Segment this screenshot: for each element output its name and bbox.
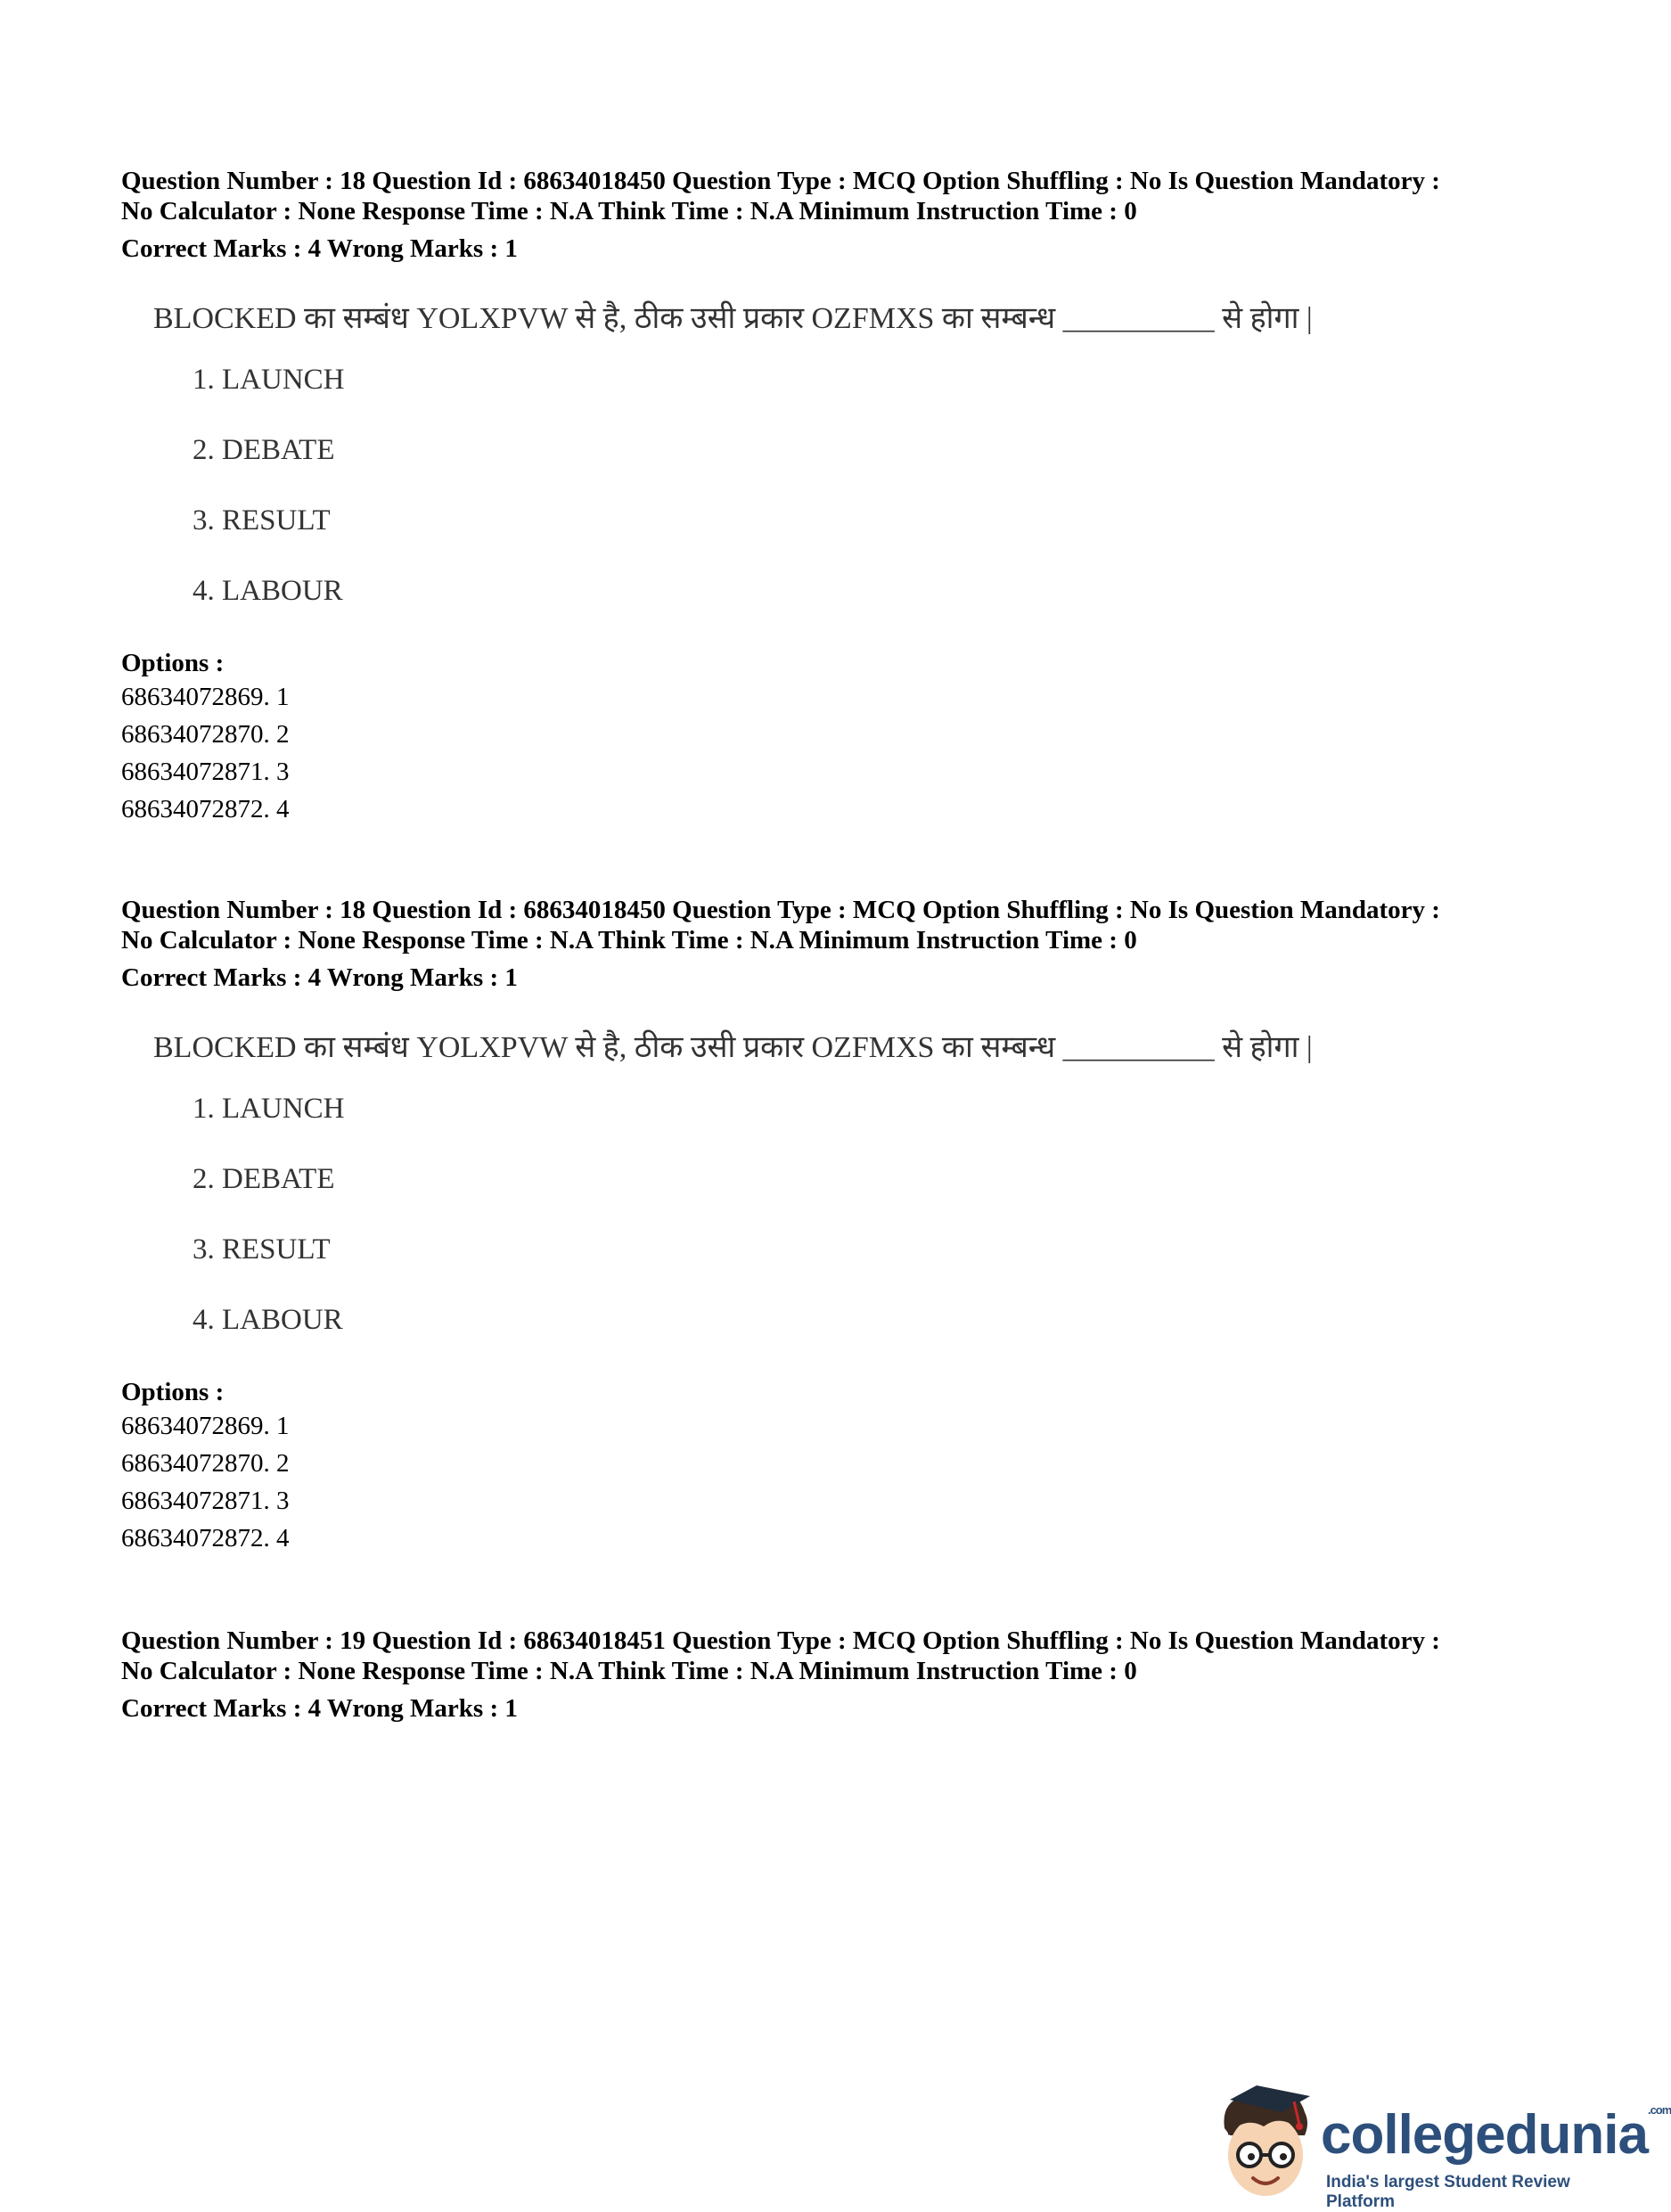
question-marks: Correct Marks : 4 Wrong Marks : 1 bbox=[121, 1694, 518, 1723]
option-row: 68634072872. 4 bbox=[121, 795, 290, 823]
choice-item: 3. RESULT bbox=[192, 504, 331, 537]
question-marks: Correct Marks : 4 Wrong Marks : 1 bbox=[121, 234, 518, 263]
question-text: BLOCKED का सम्बंध YOLXPVW से है, ठीक उसी प्रकार OZFMXS का सम्बन्ध __________ से होगा | bbox=[153, 302, 1313, 335]
choice-item: 2. DEBATE bbox=[192, 1163, 335, 1195]
choice-item: 3. RESULT bbox=[192, 1233, 331, 1266]
question-choices bbox=[192, 1091, 1547, 1338]
choice-item: 4. LABOUR bbox=[192, 1304, 343, 1336]
question-text: BLOCKED का सम्बंध YOLXPVW से है, ठीक उसी प्रकार OZFMXS का सम्बन्ध __________ से होगा | bbox=[153, 1031, 1313, 1064]
question-block-1 bbox=[121, 166, 1547, 828]
question-block-2 bbox=[121, 895, 1547, 1557]
choice-item: 1. LAUNCH bbox=[192, 364, 345, 396]
question-marks: Correct Marks : 4 Wrong Marks : 1 bbox=[121, 963, 518, 992]
question-meta-line-2: No Calculator : None Response Time : N.A Think Time : N.A Minimum Instruction Time : 0 bbox=[121, 197, 1137, 225]
option-row: 68634072871. 3 bbox=[121, 758, 290, 786]
student-mascot-icon bbox=[1212, 2077, 1323, 2201]
question-meta-line-1: Question Number : 18 Question Id : 68634018450 Question Type : MCQ Option Shuffling : No Is Question Mandatory : bbox=[121, 167, 1440, 195]
logo-name: collegedunia bbox=[1321, 2104, 1648, 2166]
options-label: Options : bbox=[121, 649, 225, 677]
question-block-3 bbox=[121, 1626, 1547, 1724]
collegedunia-logo bbox=[1212, 2077, 1671, 2211]
question-meta-line-2: No Calculator : None Response Time : N.A Think Time : N.A Minimum Instruction Time : 0 bbox=[121, 1657, 1137, 1685]
choice-item: 1. LAUNCH bbox=[192, 1093, 345, 1125]
choice-item: 2. DEBATE bbox=[192, 434, 335, 466]
option-row: 68634072869. 1 bbox=[121, 683, 290, 711]
option-row: 68634072872. 4 bbox=[121, 1524, 290, 1552]
question-meta-line-2: No Calculator : None Response Time : N.A Think Time : N.A Minimum Instruction Time : 0 bbox=[121, 926, 1137, 954]
choice-item: 4. LABOUR bbox=[192, 575, 343, 607]
option-row: 68634072871. 3 bbox=[121, 1487, 290, 1515]
question-meta-line-1: Question Number : 18 Question Id : 68634018450 Question Type : MCQ Option Shuffling : No Is Question Mandatory : bbox=[121, 896, 1440, 924]
option-row: 68634072869. 1 bbox=[121, 1412, 290, 1440]
question-choices bbox=[192, 362, 1547, 609]
logo-suffix: .com bbox=[1647, 2103, 1671, 2117]
question-meta-line-1: Question Number : 19 Question Id : 68634018451 Question Type : MCQ Option Shuffling : No Is Question Mandatory : bbox=[121, 1626, 1440, 1655]
question-image bbox=[153, 299, 1547, 609]
logo-wordmark bbox=[1321, 2103, 1671, 2167]
logo-tagline: India's largest Student Review Platform bbox=[1326, 2173, 1570, 2211]
options-label: Options : bbox=[121, 1378, 225, 1406]
option-row: 68634072870. 2 bbox=[121, 720, 290, 749]
question-image bbox=[153, 1028, 1547, 1338]
option-row: 68634072870. 2 bbox=[121, 1449, 290, 1478]
